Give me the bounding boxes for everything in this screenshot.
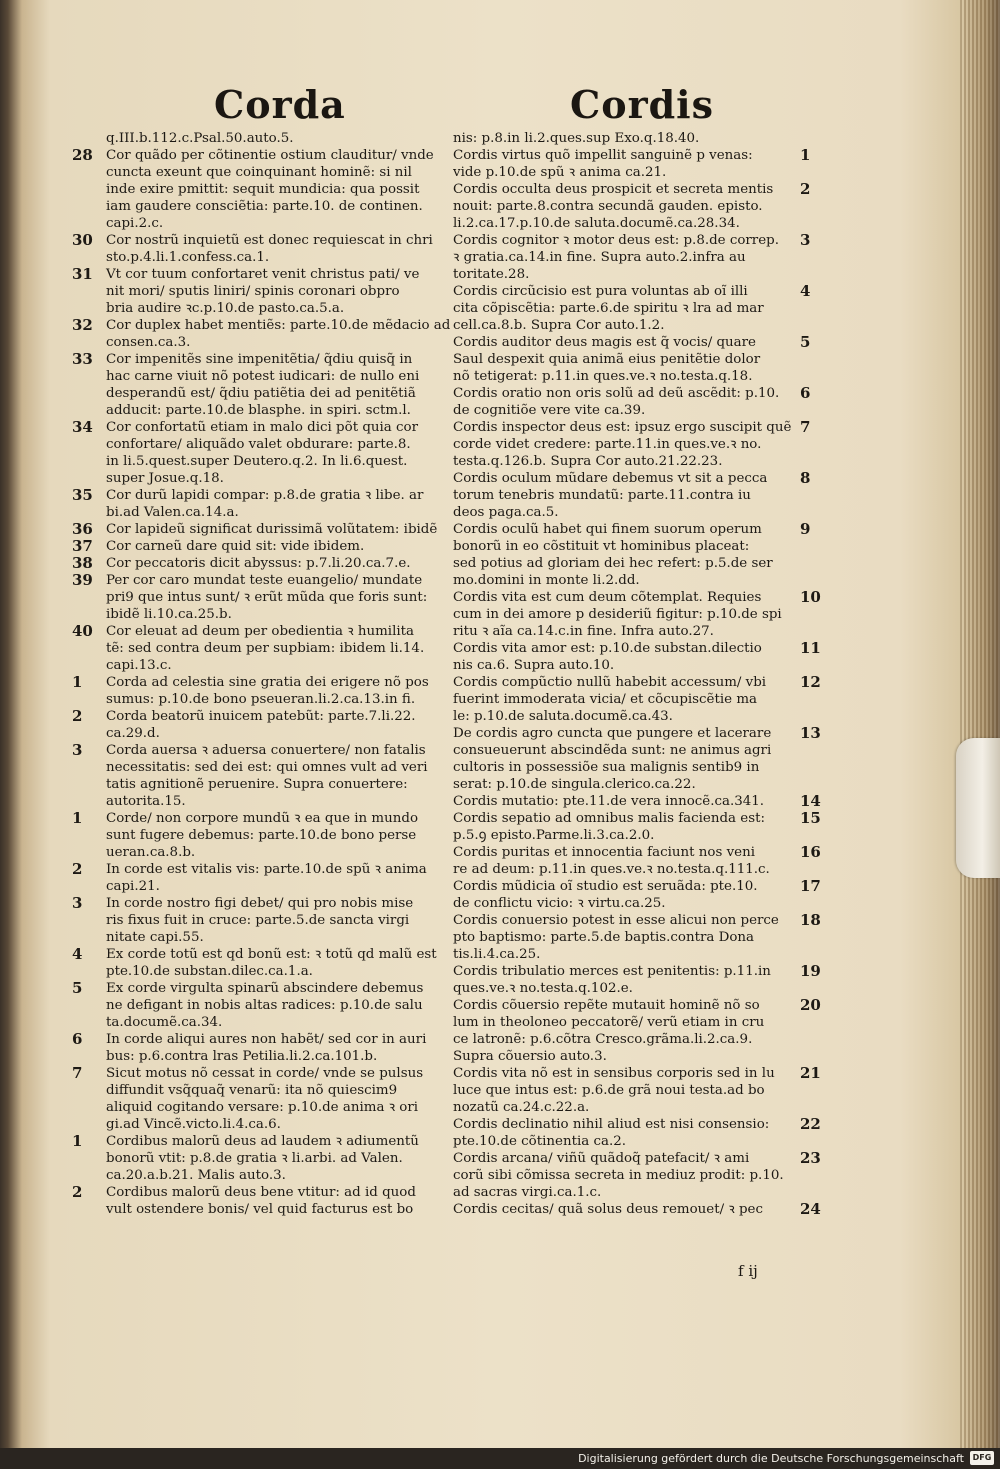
entry-number: 8 <box>800 469 811 487</box>
entry-line: adducit: parte.10.de blasphe. in spiri. sctm.l. <box>106 403 411 418</box>
index-entry <box>453 997 838 1065</box>
entry-line: De cordis agro cuncta que pungere et lacerare <box>453 726 772 741</box>
index-entry <box>72 130 450 147</box>
entry-line: Cordibus malorũ deus ad laudem ꝛ adiumentũ <box>106 1134 419 1149</box>
index-entry <box>72 1133 450 1184</box>
entry-number: 22 <box>800 1115 821 1133</box>
entry-line: Cor eleuat ad deum per obedientia ꝛ humilita <box>106 624 415 639</box>
entry-line: Cordis declinatio nihil aliud est nisi consensio: <box>453 1117 770 1132</box>
entry-line: Cordis mutatio: pte.11.de vera innocẽ.ca.341. <box>453 794 765 809</box>
entry-number: 15 <box>800 809 821 827</box>
entry-line: Sicut motus nõ cessat in corde/ vnde se pulsus <box>106 1066 424 1081</box>
index-entry <box>453 1201 838 1218</box>
entry-line: nitate capi.55. <box>106 930 204 945</box>
entry-line: Cordis oculum mũdare debemus vt sit a pecca <box>453 471 768 486</box>
entry-line: Cordibus malorũ deus bene vtitur: ad id quod <box>106 1185 416 1200</box>
entry-line: Cordis mũdicia oĩ studio est seruãda: pte.10. <box>453 879 758 894</box>
entry-line: Cordis puritas et innocentia faciunt nos veni <box>453 845 755 860</box>
entry-number: 9 <box>800 520 811 538</box>
entry-number: 16 <box>800 843 821 861</box>
entry-line: pto baptismo: parte.5.de baptis.contra Dona <box>453 930 755 945</box>
entry-line: Cordis occulta deus prospicit et secreta mentis <box>453 182 774 197</box>
footer-text: Digitalisierung gefördert durch die Deutsche Forschungsgemeinschaft <box>578 1452 964 1465</box>
entry-number: 3 <box>800 231 811 249</box>
entry-line: tis.li.4.ca.25. <box>453 947 541 962</box>
entry-line: Cor nostrũ inquietũ est donec requiescat in chri <box>106 233 433 248</box>
entry-line: Per cor caro mundat teste euangelio/ mundate <box>106 573 423 588</box>
entry-line: nis ca.6. Supra auto.10. <box>453 658 615 673</box>
entry-line: ꝛ gratia.ca.14.in fine. Supra auto.2.infra au <box>453 250 746 265</box>
entry-number: 5 <box>72 979 83 997</box>
entry-line: lum in theoloneo peccatorẽ/ verũ etiam in cru <box>453 1015 765 1030</box>
entry-line: ca.20.a.b.21. Malis auto.3. <box>106 1168 286 1183</box>
entry-number: 3 <box>72 894 83 912</box>
entry-line: In corde est vitalis vis: parte.10.de spũ ꝛ anima <box>106 862 427 877</box>
index-entry <box>453 793 838 810</box>
entry-line: Cordis arcana/ viñũ quãdoq̃ patefacit/ ꝛ ami <box>453 1151 750 1166</box>
entry-number: 7 <box>800 418 811 436</box>
index-entry <box>72 674 450 708</box>
entry-number: 40 <box>72 622 93 640</box>
entry-line: autorita.15. <box>106 794 186 809</box>
entry-line: sunt fugere debemus: parte.10.de bono perse <box>106 828 417 843</box>
entry-number: 23 <box>800 1149 821 1167</box>
entry-number: 17 <box>800 877 821 895</box>
index-entry <box>453 1116 838 1150</box>
entry-number: 33 <box>72 350 93 368</box>
index-entry <box>72 861 450 895</box>
entry-line: Cordis vita est cum deum cõtemplat. Requies <box>453 590 762 605</box>
entry-line: Cor duplex habet mentiẽs: parte.10.de mẽdacio ad <box>106 318 450 333</box>
entry-line: Cor confortatũ etiam in malo dici põt quia cor <box>106 420 419 435</box>
entry-line: gi.ad Vincẽ.victo.li.4.ca.6. <box>106 1117 281 1132</box>
entry-line: consueuerunt abscindẽda sunt: ne animus agri <box>453 743 772 758</box>
entry-number: 39 <box>72 571 93 589</box>
entry-line: bonorũ vtit: p.8.de gratia ꝛ li.arbi. ad Valen. <box>106 1151 403 1166</box>
entry-line: cultoris in possessiõe sua malignis sentib9 in <box>453 760 760 775</box>
entry-line: Corde/ non corpore mundũ ꝛ ea que in mundo <box>106 811 419 826</box>
entry-line: cum in dei amore p desideriũ figitur: p.10.de spi <box>453 607 782 622</box>
entry-line: Cordis tribulatio merces est penitentis: p.11.in <box>453 964 771 979</box>
entry-line: Cor peccatoris dicit abyssus: p.7.li.20.ca.7.e. <box>106 556 411 571</box>
entry-line: Cordis oratio non oris solũ ad deũ ascẽdit: p.10. <box>453 386 780 401</box>
entry-number: 2 <box>72 860 83 878</box>
entry-line: deos paga.ca.5. <box>453 505 559 520</box>
entry-number: 10 <box>800 588 821 606</box>
entry-line: ritu ꝛ aĩa ca.14.c.in fine. Infra auto.27. <box>453 624 714 639</box>
index-entry <box>453 878 838 912</box>
index-entry <box>453 181 838 232</box>
index-entry <box>453 589 838 640</box>
entry-line: Cordis virtus quõ impellit sanguinẽ p venas: <box>453 148 753 163</box>
entry-line: iam gaudere consciẽtia: parte.10. de continen. <box>106 199 423 214</box>
index-entry <box>453 725 838 793</box>
index-entry <box>453 844 838 878</box>
entry-number: 1 <box>72 1132 83 1150</box>
entry-number: 3 <box>72 741 83 759</box>
entry-line: Cordis cõuersio repẽte mutauit hominẽ nõ so <box>453 998 760 1013</box>
entry-line: Cordis auditor deus magis est q̃ vocis/ quare <box>453 335 756 350</box>
entry-line: Cordis inspector deus est: ipsuz ergo suscipit quẽ <box>453 420 792 435</box>
entry-line: corde videt credere: parte.11.in ques.ve.ꝛ no. <box>453 437 762 452</box>
index-entry <box>72 266 450 317</box>
entry-line: Cordis cognitor ꝛ motor deus est: p.8.de correp. <box>453 233 779 248</box>
entry-number: 12 <box>800 673 821 691</box>
entry-number: 24 <box>800 1200 821 1218</box>
index-entry <box>72 487 450 521</box>
entry-line: pri9 que intus sunt/ ꝛ erũt mũda que foris sunt: <box>106 590 428 605</box>
index-entry <box>72 147 450 232</box>
entry-line: ca.29.d. <box>106 726 160 741</box>
entry-line: sumus: p.10.de bono pseueran.li.2.ca.13.in fi. <box>106 692 416 707</box>
entry-line: mo.domini in monte li.2.dd. <box>453 573 640 588</box>
entry-line: desperandũ est/ q̃diu patiẽtia dei ad penitẽtiã <box>106 386 416 401</box>
entry-number: 1 <box>72 809 83 827</box>
entry-line: In corde nostro figi debet/ qui pro nobis mise <box>106 896 414 911</box>
entry-number: 2 <box>800 180 811 198</box>
page-edge <box>960 0 1000 1448</box>
index-entry <box>72 538 450 555</box>
index-entry <box>453 912 838 963</box>
entry-number: 7 <box>72 1064 83 1082</box>
entry-line: li.2.ca.17.p.10.de saluta.documẽ.ca.28.34. <box>453 216 740 231</box>
entry-line: Vt cor tuum confortaret venit christus pati/ ve <box>106 267 420 282</box>
entry-number: 6 <box>800 384 811 402</box>
entry-number: 14 <box>800 792 821 810</box>
entry-number: 35 <box>72 486 93 504</box>
entry-line: confortare/ aliquãdo valet obdurare: parte.8. <box>106 437 411 452</box>
left-column <box>72 130 450 1218</box>
entry-line: Supra cõuersio auto.3. <box>453 1049 607 1064</box>
entry-number: 4 <box>800 282 811 300</box>
page-tab-marker <box>956 738 1000 878</box>
entry-number: 34 <box>72 418 93 436</box>
entry-line: capi.13.c. <box>106 658 172 673</box>
signature-mark: f ij <box>738 1262 758 1280</box>
index-entry <box>72 521 450 538</box>
entry-line: necessitatis: sed dei est: qui omnes vult ad veri <box>106 760 428 775</box>
entry-line: consen.ca.3. <box>106 335 191 350</box>
entry-number: 36 <box>72 520 93 538</box>
index-entry <box>72 708 450 742</box>
entry-line: capi.21. <box>106 879 160 894</box>
dfg-logo: DFG <box>970 1451 994 1465</box>
entry-line: Cor durũ lapidi compar: p.8.de gratia ꝛ libe. ar <box>106 488 424 503</box>
entry-number: 4 <box>72 945 83 963</box>
entry-line: nozatũ ca.24.c.22.a. <box>453 1100 590 1115</box>
index-entry <box>453 334 838 385</box>
entry-line: nouit: parte.8.contra secundã gauden. episto. <box>453 199 763 214</box>
entry-number: 1 <box>72 673 83 691</box>
entry-line: Cordis conuersio potest in esse alicui non perce <box>453 913 779 928</box>
entry-line: Ex corde totũ est qd bonũ est: ꝛ totũ qd malũ est <box>106 947 437 962</box>
footer-bar <box>0 1448 1000 1469</box>
index-entry <box>72 980 450 1031</box>
index-entry <box>72 810 450 861</box>
entry-line: tatis agnitionẽ peruenire. Supra conuertere: <box>106 777 408 792</box>
entry-line: Ex corde virgulta spinarũ abscindere debemus <box>106 981 424 996</box>
entry-line: aliquid cogitando versare: p.10.de anima ꝛ ori <box>106 1100 419 1115</box>
entry-line: le: p.10.de saluta.documẽ.ca.43. <box>453 709 673 724</box>
entry-line: nit mori/ sputis liniri/ spinis coronari obpro <box>106 284 400 299</box>
entry-line: testa.q.126.b. Supra Cor auto.21.22.23. <box>453 454 723 469</box>
entry-line: Cordis compũctio nullũ habebit accessum/ vbi <box>453 675 767 690</box>
entry-number: 18 <box>800 911 821 929</box>
entry-line: de conflictu vicio: ꝛ virtu.ca.25. <box>453 896 666 911</box>
entry-line: Saul despexit quia animã eius penitẽtie dolor <box>453 352 761 367</box>
entry-line: in li.5.quest.super Deutero.q.2. In li.6.quest. <box>106 454 408 469</box>
index-entry <box>453 147 838 181</box>
index-entry <box>453 283 838 334</box>
entry-number: 5 <box>800 333 811 351</box>
entry-number: 20 <box>800 996 821 1014</box>
entry-line: cell.ca.8.b. Supra Cor auto.1.2. <box>453 318 665 333</box>
entry-number: 2 <box>72 1183 83 1201</box>
entry-number: 37 <box>72 537 93 555</box>
entry-line: vide p.10.de spũ ꝛ anima ca.21. <box>453 165 667 180</box>
entry-line: inde exire pmittit: sequit mundicia: qua possit <box>106 182 420 197</box>
entry-line: ne defigant in nobis altas radices: p.10.de salu <box>106 998 423 1013</box>
entry-number: 19 <box>800 962 821 980</box>
index-entry <box>453 674 838 725</box>
entry-line: super Josue.q.18. <box>106 471 224 486</box>
index-entry <box>453 1150 838 1201</box>
entry-line: cita cõpiscẽtia: parte.6.de spiritu ꝛ lra ad mar <box>453 301 764 316</box>
entry-number: 32 <box>72 316 93 334</box>
entry-line: p.5.ꝯ episto.Parme.li.3.ca.2.0. <box>453 828 655 843</box>
heading-right: Cordis <box>570 82 715 127</box>
entry-line: nõ tetigerat: p.11.in ques.ve.ꝛ no.testa.q.18. <box>453 369 753 384</box>
index-entry <box>72 1065 450 1133</box>
entry-number: 13 <box>800 724 821 742</box>
entry-line: pte.10.de cõtinentia ca.2. <box>453 1134 626 1149</box>
entry-line: diffundit vsq̃quaq̃ venarũ: ita nõ quiescim9 <box>106 1083 398 1098</box>
entry-line: toritate.28. <box>453 267 530 282</box>
entry-line: nis: p.8.in li.2.ques.sup Exo.q.18.40. <box>453 131 700 146</box>
index-entry <box>453 1065 838 1116</box>
entry-number: 21 <box>800 1064 821 1082</box>
index-entry <box>72 623 450 674</box>
entry-line: sed potius ad gloriam dei hec refert: p.5.de ser <box>453 556 773 571</box>
entry-line: Cor impenitẽs sine impenitẽtia/ q̃diu quisq̃ in <box>106 352 413 367</box>
index-entry <box>453 232 838 283</box>
entry-line: In corde aliqui aures non habẽt/ sed cor in auri <box>106 1032 427 1047</box>
entry-number: 38 <box>72 554 93 572</box>
entry-line: Cor carneũ dare quid sit: vide ibidem. <box>106 539 365 554</box>
entry-line: Cordis vita amor est: p.10.de substan.dilectio <box>453 641 762 656</box>
entry-number: 31 <box>72 265 93 283</box>
entry-line: Corda auersa ꝛ aduersa conuertere/ non fatalis <box>106 743 426 758</box>
entry-line: Cor lapideũ significat durissimã volũtatem: ibidẽ <box>106 522 438 537</box>
entry-line: ce latronẽ: p.6.cõtra Cresco.grãma.li.2.ca.9. <box>453 1032 753 1047</box>
entry-line: bria audire ꝛc.p.10.de pasto.ca.5.a. <box>106 301 345 316</box>
index-entry <box>453 963 838 997</box>
entry-line: ueran.ca.8.b. <box>106 845 196 860</box>
index-entry <box>72 1031 450 1065</box>
index-entry <box>453 521 838 589</box>
entry-line: vult ostendere bonis/ vel quid facturus est bo <box>106 1202 414 1217</box>
entry-line: capi.2.c. <box>106 216 164 231</box>
entry-line: Cordis sepatio ad omnibus malis facienda est: <box>453 811 765 826</box>
entry-line: q.III.b.112.c.Psal.50.auto.5. <box>106 131 294 146</box>
entry-line: bonorũ in eo cõstituit vt hominibus placeat: <box>453 539 750 554</box>
entry-line: tẽ: sed contra deum per supbiam: ibidem li.14. <box>106 641 425 656</box>
index-entry <box>72 317 450 351</box>
entry-number: 6 <box>72 1030 83 1048</box>
index-entry <box>72 946 450 980</box>
entry-line: serat: p.10.de singula.clerico.ca.22. <box>453 777 696 792</box>
entry-line: de cognitiõe vere vite ca.39. <box>453 403 646 418</box>
index-entry <box>72 572 450 623</box>
entry-line: fuerint immoderata vicia/ et cõcupiscẽtie ma <box>453 692 757 707</box>
index-entry <box>72 1184 450 1218</box>
entry-line: torum tenebris mundatũ: parte.11.contra iu <box>453 488 751 503</box>
entry-line: ibidẽ li.10.ca.25.b. <box>106 607 232 622</box>
index-entry <box>453 470 838 521</box>
index-entry <box>72 742 450 810</box>
entry-number: 11 <box>800 639 821 657</box>
entry-line: Corda beatorũ inuicem patebũt: parte.7.li.22. <box>106 709 416 724</box>
index-entry <box>72 895 450 946</box>
index-entry <box>453 130 838 147</box>
entry-line: bus: p.6.contra lras Petilia.li.2.ca.101.b. <box>106 1049 378 1064</box>
index-entry <box>72 351 450 419</box>
entry-line: Cordis vita nõ est in sensibus corporis sed in lu <box>453 1066 775 1081</box>
entry-number: 30 <box>72 231 93 249</box>
index-entry <box>72 419 450 487</box>
entry-number: 2 <box>72 707 83 725</box>
entry-line: hac carne viuit nõ potest iudicari: de nullo eni <box>106 369 420 384</box>
heading-left: Corda <box>214 82 346 127</box>
entry-line: cuncta exeunt que coinquinant hominẽ: si nil <box>106 165 412 180</box>
right-column <box>453 130 838 1218</box>
entry-line: corũ sibi cõmissa secreta in mediuz prodit: p.10. <box>453 1168 784 1183</box>
entry-line: luce que intus est: p.6.de grã noui testa.ad bo <box>453 1083 765 1098</box>
entry-line: sto.p.4.li.1.confess.ca.1. <box>106 250 270 265</box>
entry-line: pte.10.de substan.dilec.ca.1.a. <box>106 964 313 979</box>
entry-line: ad sacras virgi.ca.1.c. <box>453 1185 602 1200</box>
index-entry <box>453 810 838 844</box>
index-entry <box>453 419 838 470</box>
entry-line: Cordis cecitas/ quã solus deus remouet/ ꝛ pec <box>453 1202 763 1217</box>
entry-number: 28 <box>72 146 93 164</box>
entry-line: Cor quãdo per cõtinentie ostium clauditur/ vnde <box>106 148 434 163</box>
index-entry <box>72 555 450 572</box>
entry-line: re ad deum: p.11.in ques.ve.ꝛ no.testa.q.111.c. <box>453 862 770 877</box>
entry-line: ques.ve.ꝛ no.testa.q.102.e. <box>453 981 633 996</box>
entry-line: Corda ad celestia sine gratia dei erigere nõ pos <box>106 675 429 690</box>
index-entry <box>453 385 838 419</box>
entry-number: 1 <box>800 146 811 164</box>
index-entry <box>453 640 838 674</box>
index-entry <box>72 232 450 266</box>
entry-line: Cordis circũcisio est pura voluntas ab oĩ illi <box>453 284 748 299</box>
entry-line: Cordis oculũ habet qui finem suorum operum <box>453 522 762 537</box>
entry-line: bi.ad Valen.ca.14.a. <box>106 505 239 520</box>
entry-line: ta.documẽ.ca.34. <box>106 1015 223 1030</box>
entry-line: ris fixus fuit in cruce: parte.5.de sancta virgi <box>106 913 410 928</box>
